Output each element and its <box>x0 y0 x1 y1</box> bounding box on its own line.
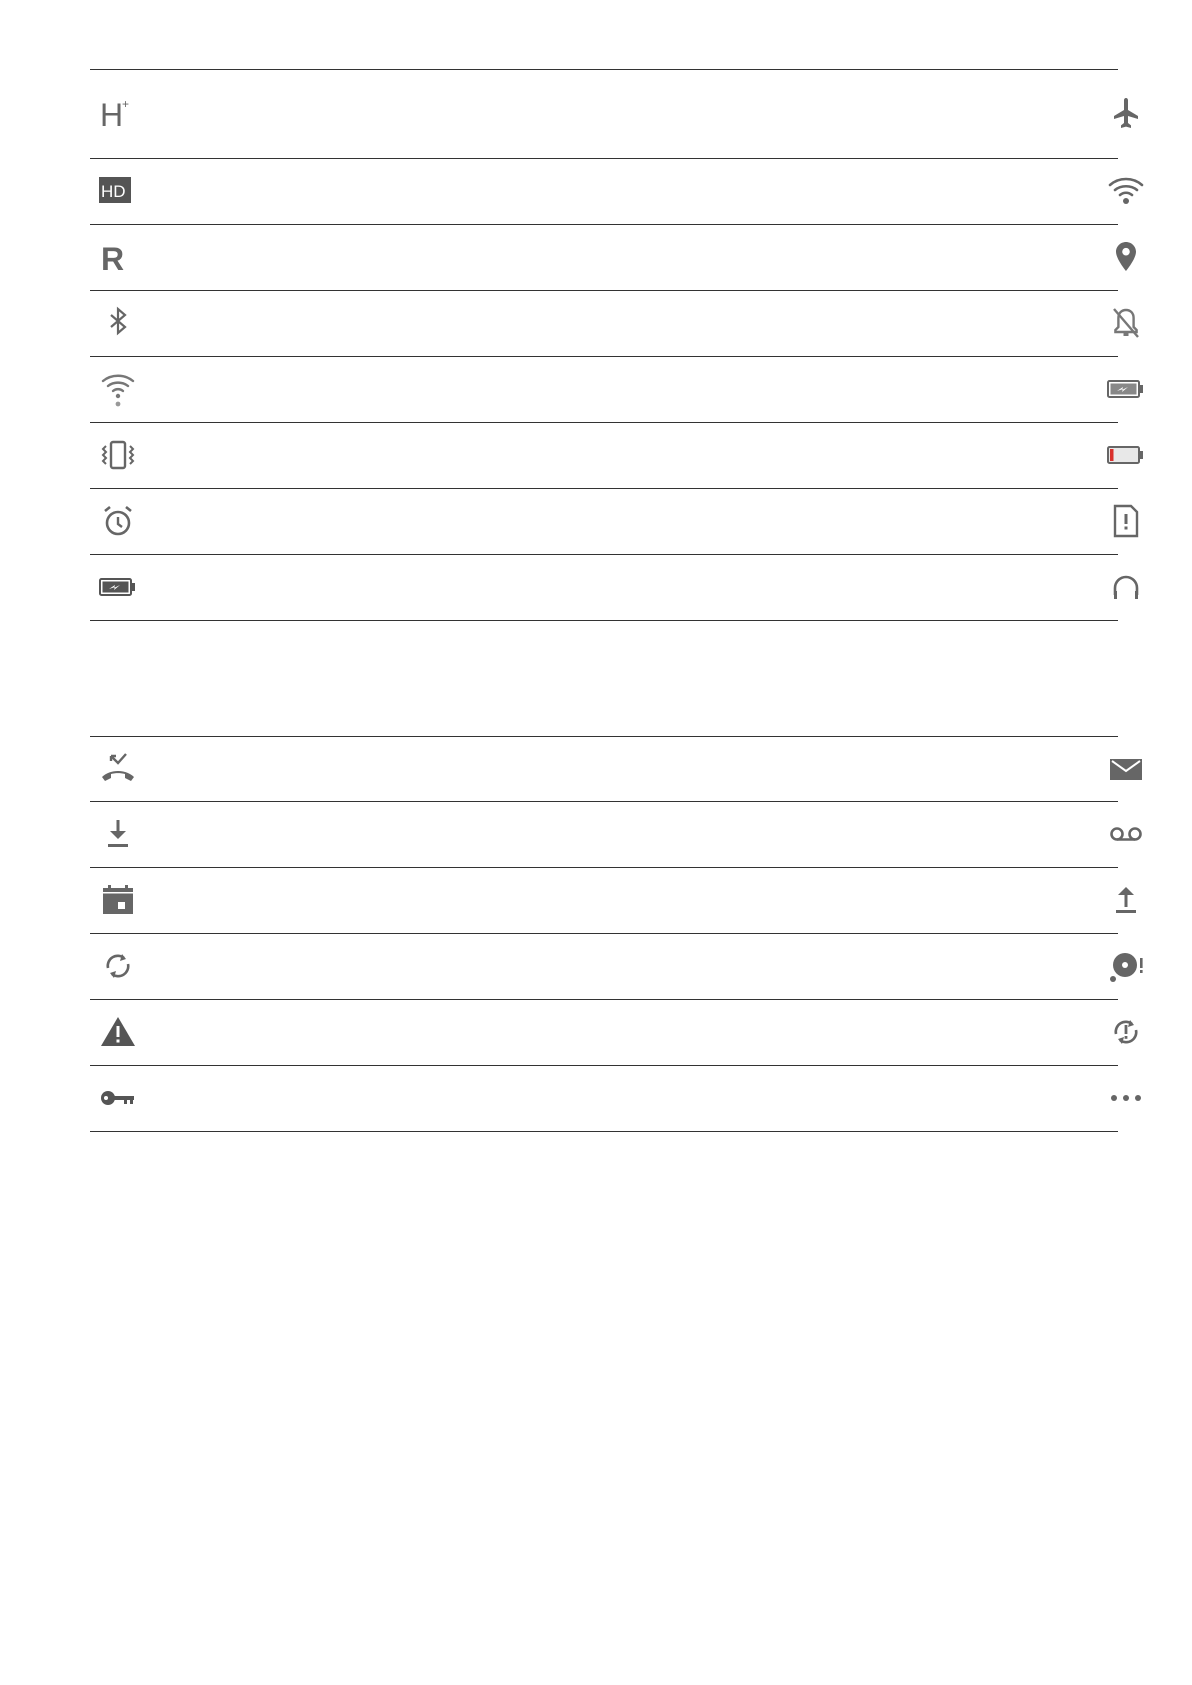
table-cell <box>604 489 1118 554</box>
storage-full-icon <box>1106 946 1146 986</box>
table-cell <box>90 423 604 488</box>
missed-call-icon <box>98 749 138 789</box>
more-notifications-icon <box>1106 1078 1146 1118</box>
wifi-icon <box>1106 171 1146 211</box>
hspa-plus-icon <box>98 94 138 134</box>
email-icon <box>1106 749 1146 789</box>
location-icon <box>1106 237 1146 277</box>
table-cell <box>90 737 604 801</box>
table-row <box>90 1000 1118 1066</box>
roaming-icon <box>98 237 138 277</box>
hd-voice-icon <box>98 171 138 211</box>
table-cell <box>90 489 604 554</box>
table-cell <box>90 555 604 620</box>
table-cell <box>90 70 604 158</box>
table-row <box>90 225 1118 291</box>
svg-text:R: R <box>101 241 125 277</box>
table-cell <box>604 423 1118 488</box>
table-cell <box>90 357 604 422</box>
table-cell <box>604 737 1118 801</box>
table-cell <box>90 1000 604 1065</box>
table-cell <box>604 357 1118 422</box>
silent-mode-icon <box>1106 303 1146 343</box>
table-cell <box>90 934 604 999</box>
bluetooth-icon <box>98 303 138 343</box>
vpn-key-icon <box>98 1078 138 1118</box>
table-row <box>90 934 1118 1000</box>
alarm-icon <box>98 501 138 541</box>
sync-failed-icon <box>1106 1012 1146 1052</box>
table-row <box>90 555 1118 621</box>
table-row <box>90 423 1118 489</box>
table-row <box>90 868 1118 934</box>
table-cell <box>604 1066 1118 1131</box>
table-cell <box>604 934 1118 999</box>
download-icon <box>98 814 138 854</box>
svg-text:+: + <box>122 97 130 111</box>
table-cell <box>604 555 1118 620</box>
voicemail-icon <box>1106 814 1146 854</box>
status-icons-table <box>90 69 1118 621</box>
table-row <box>90 357 1118 423</box>
table-row <box>90 737 1118 802</box>
airplane-mode-icon <box>1106 94 1146 134</box>
wifi-hotspot-icon <box>98 369 138 409</box>
table-cell <box>604 159 1118 224</box>
table-cell <box>604 291 1118 356</box>
table-cell <box>90 1066 604 1131</box>
warning-icon <box>98 1012 138 1052</box>
table-cell <box>604 70 1118 158</box>
table-cell <box>90 802 604 867</box>
table-cell <box>90 225 604 290</box>
battery-full-charging-icon <box>98 567 138 607</box>
table-cell <box>604 802 1118 867</box>
table-row <box>90 1066 1118 1132</box>
svg-text:H: H <box>100 97 124 133</box>
table-row <box>90 291 1118 357</box>
table-cell <box>604 225 1118 290</box>
notification-icons-table <box>90 736 1118 1132</box>
table-row <box>90 489 1118 555</box>
battery-low-icon <box>1106 435 1146 475</box>
vibration-mode-icon <box>98 435 138 475</box>
table-row <box>90 70 1118 159</box>
battery-charging-icon <box>1106 369 1146 409</box>
syncing-icon <box>98 946 138 986</box>
table-cell <box>90 291 604 356</box>
table-cell <box>604 868 1118 933</box>
table-cell <box>90 868 604 933</box>
upload-icon <box>1106 880 1146 920</box>
table-row <box>90 802 1118 868</box>
table-cell <box>604 1000 1118 1065</box>
no-sim-icon <box>1106 501 1146 541</box>
svg-text:HD: HD <box>101 182 126 201</box>
headset-icon <box>1106 567 1146 607</box>
table-row <box>90 159 1118 225</box>
calendar-event-icon <box>98 880 138 920</box>
table-cell <box>90 159 604 224</box>
